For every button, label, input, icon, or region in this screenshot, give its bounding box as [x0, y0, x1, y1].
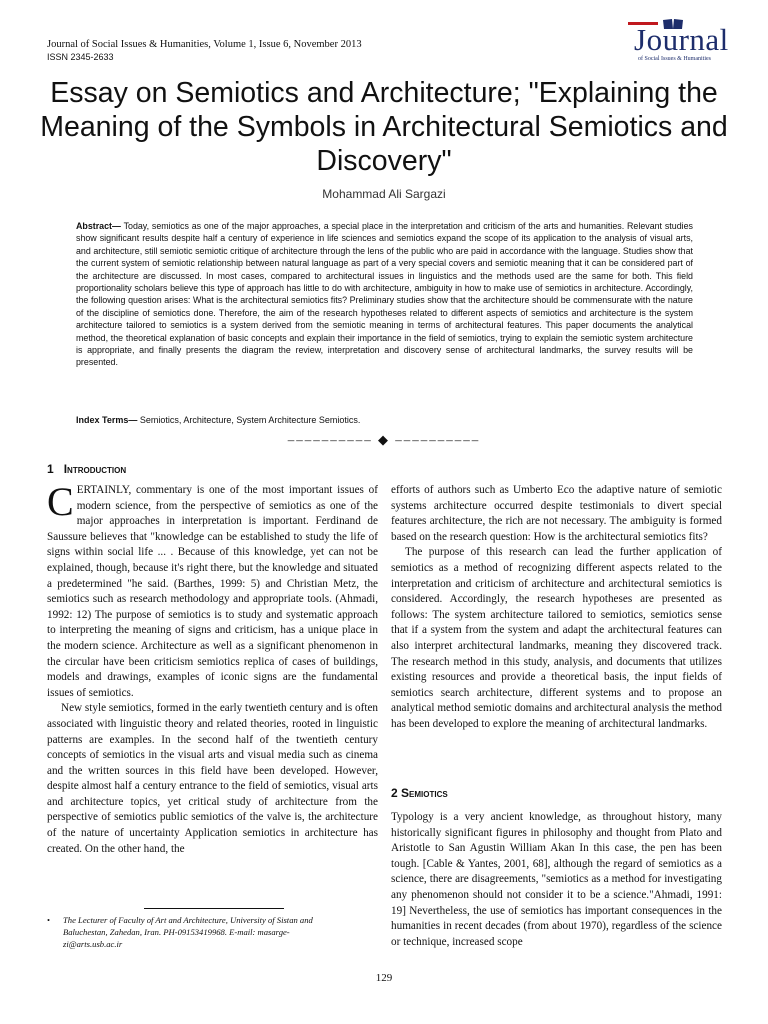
abstract — [76, 220, 693, 369]
section-title: Semiotics — [401, 786, 448, 800]
index-terms-text: Semiotics, Architecture, System Architecture Semiotics. — [137, 415, 361, 425]
heading-introduction — [47, 462, 126, 476]
index-terms — [76, 414, 693, 426]
paragraph: Typology is a very ancient knowledge, as throughout history, many historically significant figures in philosophy and thought from Plato and Aristotle to San Agustin William Akan In this case, the pen has been tough. [Cable & Yantes, 2001, 68], although the regard of semiotics as a science, there are disagreements, "semiotics as a method for investigating any phenomenon should not consider it to be a science."Ahmadi, 1991: 19] Nevertheless, the use of semiotics has important consequences in the humanities in recent decades (from about 1970), regardless of the science or technique, increased scope — [391, 811, 722, 948]
section-title: Introduction — [63, 462, 127, 476]
bullet: • — [47, 915, 51, 925]
section-number: 2 — [391, 786, 398, 800]
paragraph: efforts of authors such as Umberto Eco the adaptive nature of semiotic systems architecture occurred despite testimonials to divert special features architecture, the rich are not necessary. The ambiguity is formed based on the research question: How is the architectural semiotics fits? — [391, 484, 722, 543]
drop-cap: C — [47, 479, 74, 524]
page-number: 129 — [375, 972, 393, 984]
footnote-text: The Lecturer of Faculty of Art and Architecture, University of Sistan and Baluchestan, Zahedan, Iran. PH-09153419968. E-mail: masarge-zi@arts.usb.ac.ir — [63, 915, 313, 949]
footnote — [47, 914, 347, 950]
paper-title: Essay on Semiotics and Architecture; "Explaining the Meaning of the Symbols in Architectural Semiotics and Discovery" — [40, 77, 728, 177]
heading-semiotics — [391, 786, 448, 800]
right-column — [391, 483, 722, 733]
section-separator: –––––––––– ◆ –––––––––– — [287, 432, 481, 447]
paragraph-text: ERTAINLY, commentary is one of the most important issues of modern science, from the perspective of semiotics as one of the major approaches in interpretation is important. Ferdinand de Saussure believes that "knowledge can be established to study the life of signs within social life ... . Because of this knowledge, yet can not be explained, though, because it's right there, but the knowledge and situated a predetermined "he said. (Barthes, 1999: 5) and Christian Metz, the semiotics such as research methodology and appropriate tools. (Ahmadi, 1992: 12) The purpose of semiotics is to study and systematic approach to interpreting the meaning of signs and criticism, has a unique place in the modern science. Architecture as well as a significant phenomenon in the circular have been criticism semiotics replica of cases of buildings, models and drawings, examples of iconic signs are the fundamental issues of semiotics. — [47, 484, 378, 699]
paragraph: The purpose of this research can lead the further application of semiotics as a method of recognizing different aspects related to the interpretation and criticism of architecture and architectural semiotics is considered. Accordingly, the research hypotheses are presented as follows: The system architecture tailored to semiotics, semiotics sense that if a system from the system and adapt the architectural features can also interpret architectural landmarks, meaning they discovered track. The research method in this study, analysis, and documents that utilizes existing resources and provide a theoretical basis, the input fields of semiotics search architecture, different systems and to propose an analytical method semiotic domains and architectural analysis the method has been developed to explore the meaning of architectural landmarks. — [391, 546, 722, 730]
journal-logo — [626, 18, 736, 66]
issn: ISSN 2345-2633 — [47, 52, 114, 62]
abstract-label: Abstract— — [76, 221, 121, 231]
author: Mohammad Ali Sargazi — [322, 187, 446, 201]
paragraph — [47, 479, 378, 701]
left-column — [47, 479, 378, 857]
index-terms-label: Index Terms— — [76, 415, 138, 425]
right-column-section-2 — [391, 810, 722, 950]
footnote-rule — [144, 908, 284, 909]
journal-citation: Journal of Social Issues & Humanities, Volume 1, Issue 6, November 2013 — [47, 39, 362, 50]
paragraph: New style semiotics, formed in the early twentieth century and is often associated with linguistic theory and related theories, rooted in linguistic patterns are examples. In the second half of the twentieth century concepts of semiotics in the visual arts and visual media such as cinema and the written sources in this field have been developed. However, despite almost half a century entrance to the field of semiotics, visual arts and architecture topics, yet critical study of architecture from the perspective of semiotics public semiotics of the valve is, the architecture of the nature of uncertainty Application semiotics in architecture has created. On the other hand, the — [47, 702, 378, 855]
abstract-text: Today, semiotics as one of the major approaches, a special place in the interpretation and criticism of the arts and humanities. Relevant studies show significant results despite half a century of experience in life sciences and semiotics expand the scope of its application to the analysis of visual arts, and architecture, still semiotic semiotic critique of architecture through the lens of the public who are paid in accordance with the language. Studies show that the current system of semiotic relationship between natural language as part of a very special covers and semiotic meaning that it can be considered part of the architecture are discussed. In most cases, compared to architectural issues in linguistics and the methods used are the same for both. This field proportionality scholars believe this type of approach has little to do with architecture, ambiguity in how to make use of semiotics in architecture. Accordingly, the following question arises: What is the architectural semiotics fits? Preliminary studies show that the architecture should be commensurate with the nature of the discipline of semiotics done. Therefore, the aim of the research hypotheses related to different aspects of semiotics and architecture is the system architecture tailored to semiotics is a system derived from the semiotic meaning in terms of architectural features. This paper documents the analytical method, the theoretical explanation of basic concepts and explain their importance in the field of semiotics, trying to explain the semiotic system architecture is appropriate, and finally presents the diagram the review, interpretation and discovery sense of architectural landmarks, the survey results will be presented. — [76, 221, 693, 368]
section-number: 1 — [47, 462, 54, 476]
logo-word: Journal — [634, 22, 729, 57]
logo-subtitle: of Social Issues & Humanities — [638, 56, 711, 62]
